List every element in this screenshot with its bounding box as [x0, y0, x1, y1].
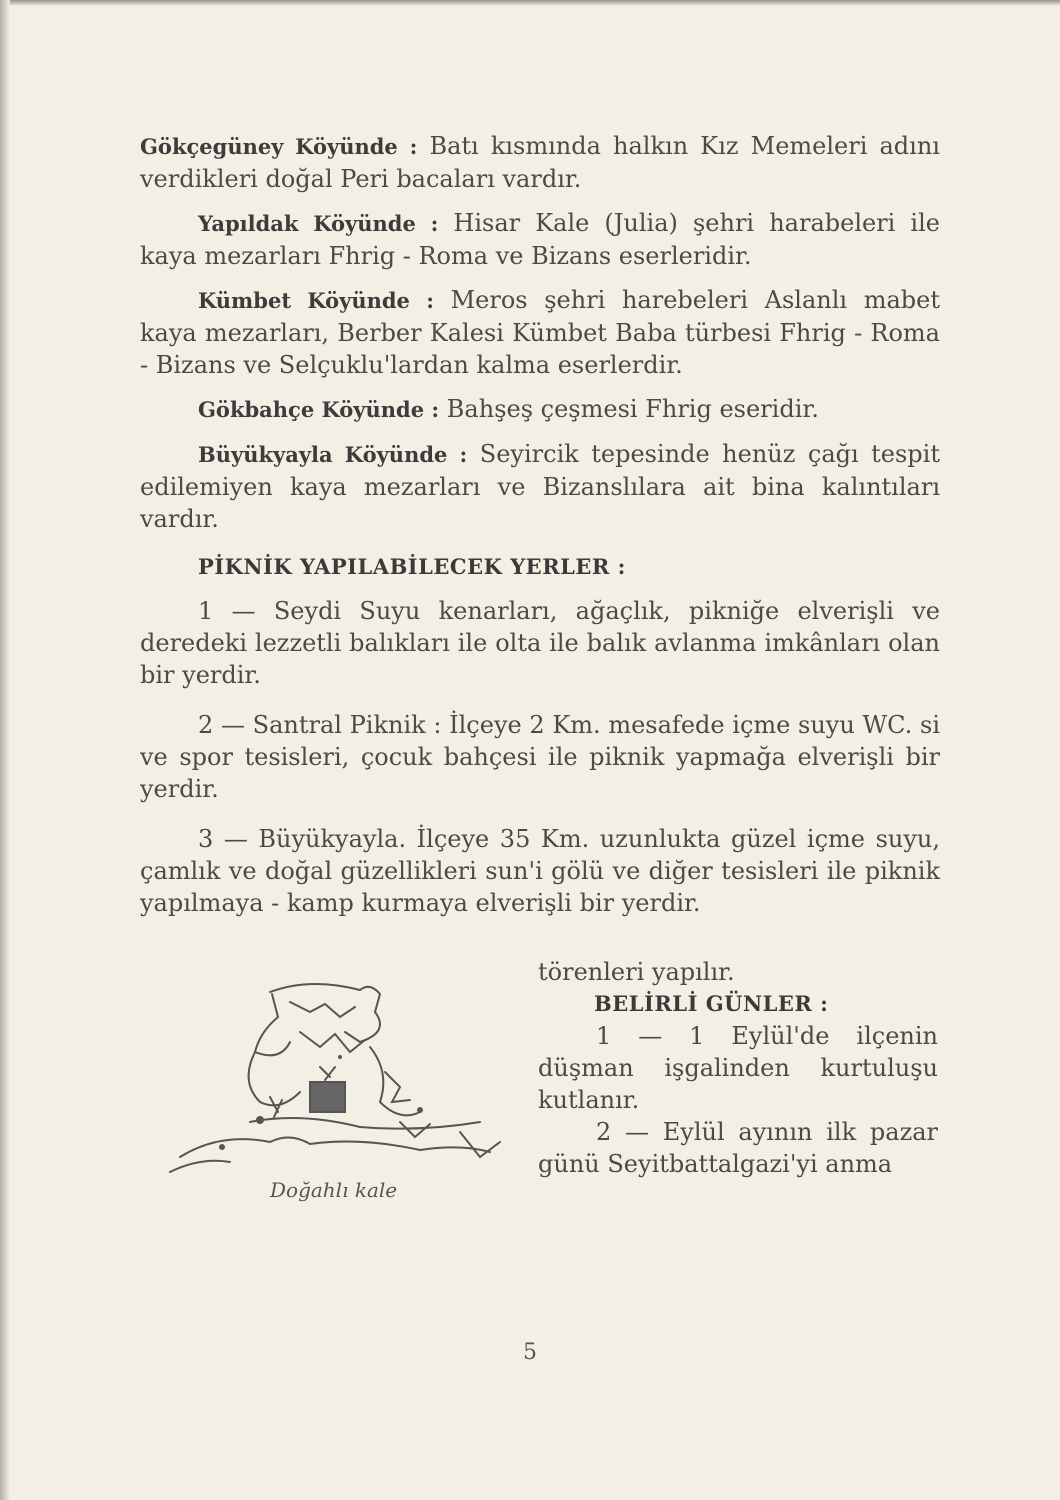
- special-day-2: 2 — Eylül ayının ilk pazar günü Seyitbattalgazi'yi anma: [538, 1118, 938, 1178]
- page-top-edge: [0, 0, 1060, 6]
- paragraph-gokbahce: Gökbahçe Köyünde : Bahşeş çeşmesi Fhrig eseridir.: [198, 395, 819, 423]
- paragraph-yapildak: Yapıldak Köyünde : Hisar Kale (Julia) şehri harabeleri ile kaya mezarları Fhrig - Roma ve Bizans eserleridir.: [140, 209, 940, 270]
- paragraph-gokcեguney: Gökçegüney Köyünde : Batı kısmında halkın Kız Memeleri adını verdikleri doğal Peri bacaları vardır.: [140, 132, 940, 193]
- picnic-heading: PİKNİK YAPILABİLECEK YERLER :: [198, 554, 626, 579]
- paragraph-kumbet: Kümbet Köyünde : Meros şehri harebeleri Aslanlı mabet kaya mezarları, Berber Kalesi Kümbet Baba türbesi Fhrig - Roma - Bizans ve Selçuklu'lardan kalma eserlerdir.: [140, 286, 940, 379]
- sketch-caption: Doğahlı kale: [270, 1178, 398, 1202]
- page-left-edge: [0, 0, 10, 1500]
- picnic-item-2: 2 — Santral Piknik : İlçeye 2 Km. mesafede içme suyu WC. si ve spor tesisleri, çocuk bahçesi ile piknik yapmağa elverişli bir yerdir.: [140, 711, 940, 803]
- village-section: [140, 130, 940, 919]
- special-day-1: 1 — 1 Eylül'de ilçenin düşman işgalinden kurtuluşu kutlanır.: [538, 1022, 938, 1114]
- continued-text: törenleri yapılır.: [538, 958, 735, 986]
- paragraph-buyukyayla: Büyükyayla Köyünde : Seyircik tepesinde henüz çağı tespit edilemiyen kaya mezarları ve Bizanslılara ait bina kalıntıları vardır.: [140, 440, 940, 533]
- special-days-section: [538, 956, 938, 1180]
- special-days-heading: BELİRLİ GÜNLER :: [594, 991, 829, 1016]
- picnic-item-1: 1 — Seydi Suyu kenarları, ağaçlık, pikniğe elverişli ve deredeki lezzetli balıkları ile olta ile balık avlanma imkânları olan bir yerdir.: [140, 597, 940, 689]
- picnic-item-3: 3 — Büyükyayla. İlçeye 35 Km. uzunlukta güzel içme suyu, çamlık ve doğal güzellikleri sun'i gölü ve diğer tesisleri ile piknik yapılmaya - kamp kurmaya elverişli bir yerdir.: [140, 825, 940, 917]
- lead-gokceguney: Gökçegüney Köyünde :: [140, 134, 418, 159]
- dogahli-kale-sketch: [160, 972, 530, 1202]
- page-number: 5: [523, 1340, 537, 1365]
